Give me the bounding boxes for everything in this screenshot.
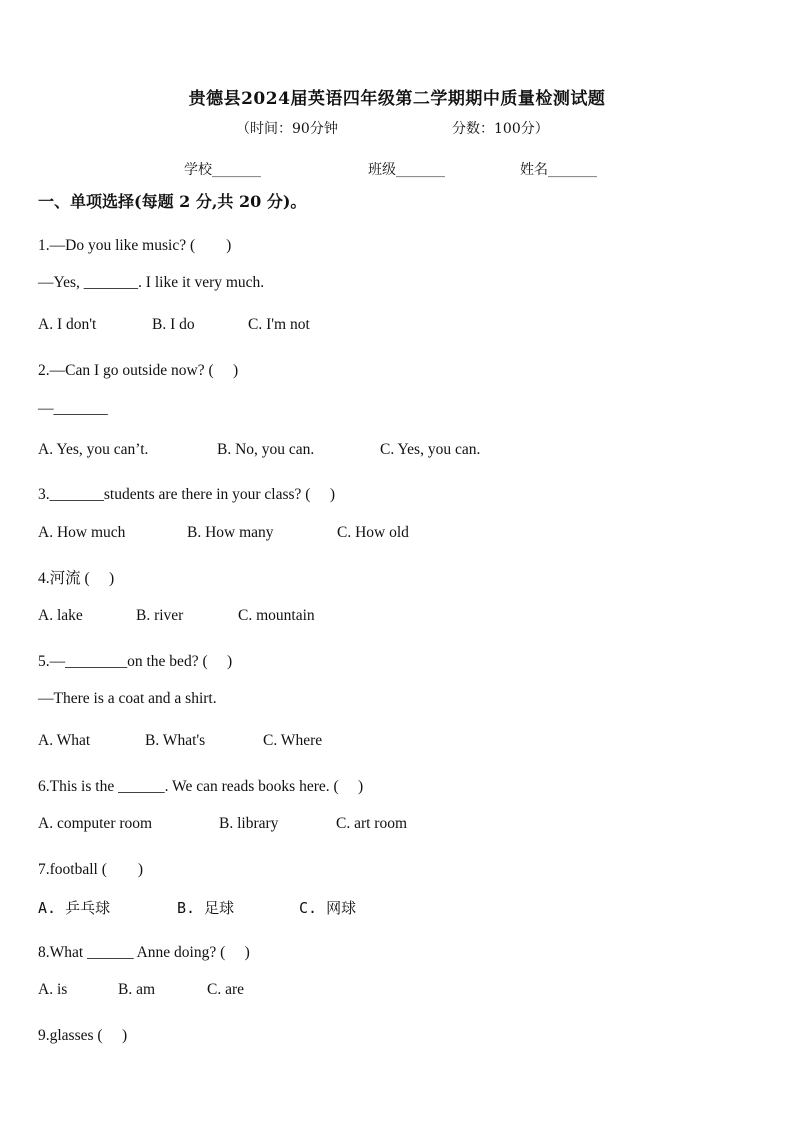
option-c: C. I'm not	[248, 316, 310, 333]
question-7-line-1: 7.football ( )	[38, 861, 144, 878]
option-b: B. I do	[152, 316, 195, 333]
option-b: B. No, you can.	[217, 441, 315, 458]
option-a: A. What	[38, 732, 91, 749]
question-5-line-1: 5.—________on the bed? ( )	[38, 653, 233, 670]
question-8-line-1: 8.What ______ Anne doing? ( )	[38, 944, 250, 961]
question-9-line-1: 9.glasses ( )	[38, 1027, 128, 1044]
option-c: C. Yes, you can.	[380, 441, 481, 458]
option-b: B. am	[118, 981, 156, 998]
exam-score: 分数：100分）	[452, 121, 549, 137]
option-c: C. are	[207, 981, 245, 998]
option-a: A. I don't	[38, 316, 97, 333]
option-c: C. How old	[337, 524, 409, 541]
option-a: A. Yes, you can’t.	[38, 441, 149, 458]
question-5-line-2: —There is a coat and a shirt.	[38, 690, 217, 707]
question-2-line-1: 2.—Can I go outside now? ( )	[38, 362, 239, 379]
option-b: B. river	[136, 607, 184, 624]
option-c: C. Where	[263, 732, 323, 749]
option-a: A. lake	[38, 607, 83, 624]
option-b: B. What's	[145, 732, 206, 749]
option-b: B. 足球	[177, 899, 235, 917]
question-3-line-1: 3._______students are there in your class? ( )	[38, 486, 336, 503]
option-c: C. 网球	[299, 899, 357, 917]
option-a: A. How much	[38, 524, 126, 541]
page-title: 贵德县2024届英语四年级第二学期期中质量检测试题	[188, 89, 606, 109]
option-c: C. mountain	[238, 607, 315, 624]
class-field: 班级_______	[368, 162, 445, 178]
question-2-line-2: —_______	[38, 400, 108, 417]
option-a: A. 乒乓球	[38, 899, 111, 917]
option-c: C. art room	[336, 815, 408, 832]
section-title: 一、单项选择(每题 2 分,共 20 分)。	[38, 192, 307, 211]
option-a: A. computer room	[38, 815, 153, 832]
name-field: 姓名_______	[520, 162, 597, 178]
question-6-line-1: 6.This is the ______. We can reads books here. ( )	[38, 778, 364, 795]
school-field: 学校_______	[184, 162, 261, 178]
question-4-line-1: 4.河流 ( )	[38, 570, 115, 587]
exam-time: （时间：90分钟	[236, 121, 338, 137]
option-a: A. is	[38, 981, 68, 998]
question-1-line-1: 1.—Do you like music? ( )	[38, 237, 232, 254]
question-1-line-2: —Yes, _______. I like it very much.	[38, 274, 265, 291]
option-b: B. How many	[187, 524, 274, 541]
option-b: B. library	[219, 815, 279, 832]
